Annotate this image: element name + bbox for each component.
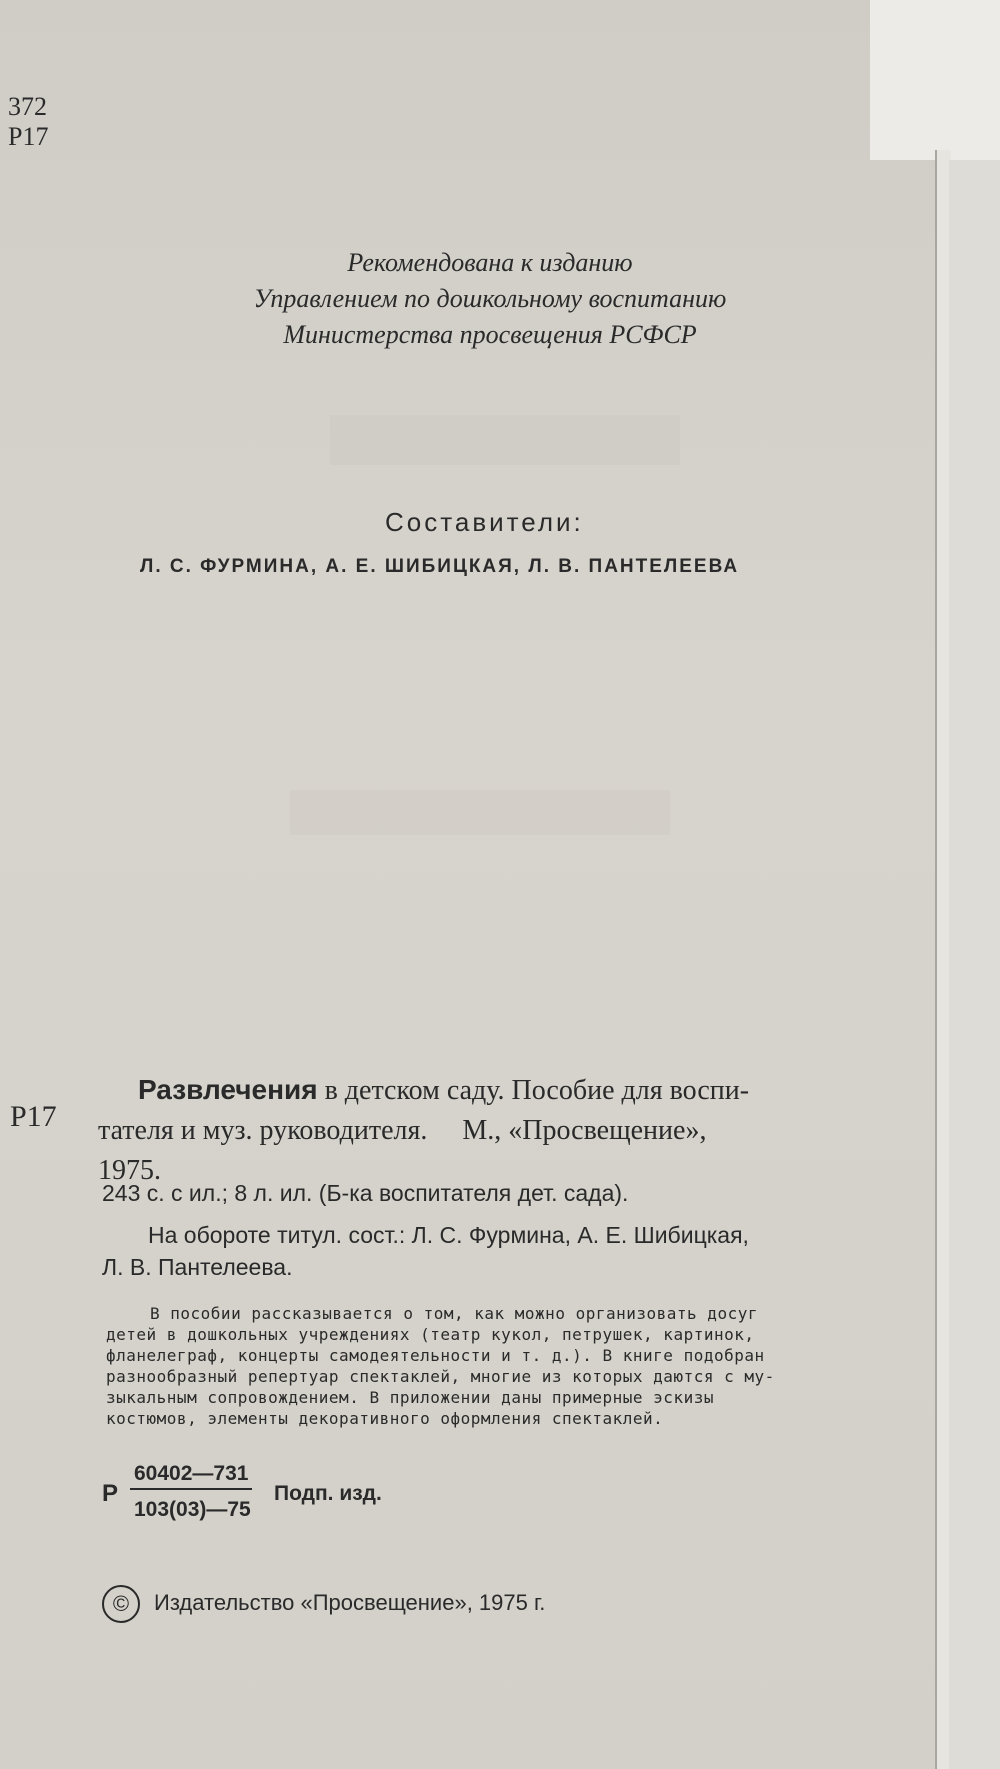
compilers-names: Л. С. ФУРМИНА, А. Е. ШИБИЦКАЯ, Л. В. ПАНТЕЛЕЕВА <box>140 556 740 577</box>
udc-code <box>8 92 48 152</box>
copyright-icon: © <box>102 1585 140 1623</box>
abstract-line: костюмов, элементы декоративного оформления спектаклей. <box>106 1409 664 1428</box>
recommendation-line: Рекомендована к изданию <box>347 248 633 277</box>
bibliography-line: в детском саду. Пособие для воспи- <box>317 1075 750 1106</box>
recommendation-line: Министерства просвещения РСФСР <box>283 320 697 349</box>
next-page-edge <box>949 160 1000 1769</box>
copyright-line <box>102 1585 545 1623</box>
bibliography-reverse-line: Л. В. Пантелеева. <box>102 1254 293 1280</box>
background-surface <box>870 0 1000 160</box>
abstract-line: зыкальным сопровождением. В приложении даны примерные эскизы <box>106 1388 714 1407</box>
bibliography-year: 1975. <box>98 1155 161 1186</box>
index-code-numerator: 60402—731 <box>130 1462 252 1490</box>
compilers-title: Составители: <box>385 507 584 537</box>
recommendation-line: Управлением по дошкольному воспитанию <box>253 284 727 313</box>
abstract-line: В пособии рассказывается о том, как можно организовать досуг <box>150 1304 758 1323</box>
abstract-line: детей в дошкольных учреждениях (театр кукол, петрушек, картинок, <box>106 1325 755 1344</box>
bibliography-pages: 243 с. с ил.; 8 л. ил. (Б-ка воспитателя дет. сада). <box>102 1180 629 1206</box>
abstract-block <box>106 1303 775 1429</box>
abstract-line: фланелеграф, концерты самодеятельности и т. д.). В книге подобран <box>106 1346 765 1365</box>
show-through-block-1 <box>330 415 680 465</box>
recommendation-block <box>230 245 750 353</box>
abstract-line: разнообразный репертуар спектаклей, многие из которых даются с му- <box>106 1367 775 1386</box>
udc-author-sign: Р17 <box>8 122 49 151</box>
copyright-text: Издательство «Просвещение», 1975 г. <box>154 1589 546 1615</box>
bibliography-reverse-line: На обороте титул. сост.: Л. С. Фурмина, А. Е. Шибицкая, <box>148 1222 749 1248</box>
bibliography-line: тателя и муз. руководителя. М., «Просвещение», <box>98 1115 707 1146</box>
udc-number: 372 <box>8 92 47 121</box>
book-title: Развлечения <box>138 1074 318 1105</box>
index-code-subscription: Подп. изд. <box>274 1482 382 1505</box>
bibliography-code: Р17 <box>10 1100 57 1133</box>
bibliography-entry <box>98 1070 868 1191</box>
show-through-block-2 <box>290 790 670 835</box>
index-code-denominator: 103(03)—75 <box>134 1498 251 1521</box>
index-code-letter: Р <box>102 1480 119 1507</box>
